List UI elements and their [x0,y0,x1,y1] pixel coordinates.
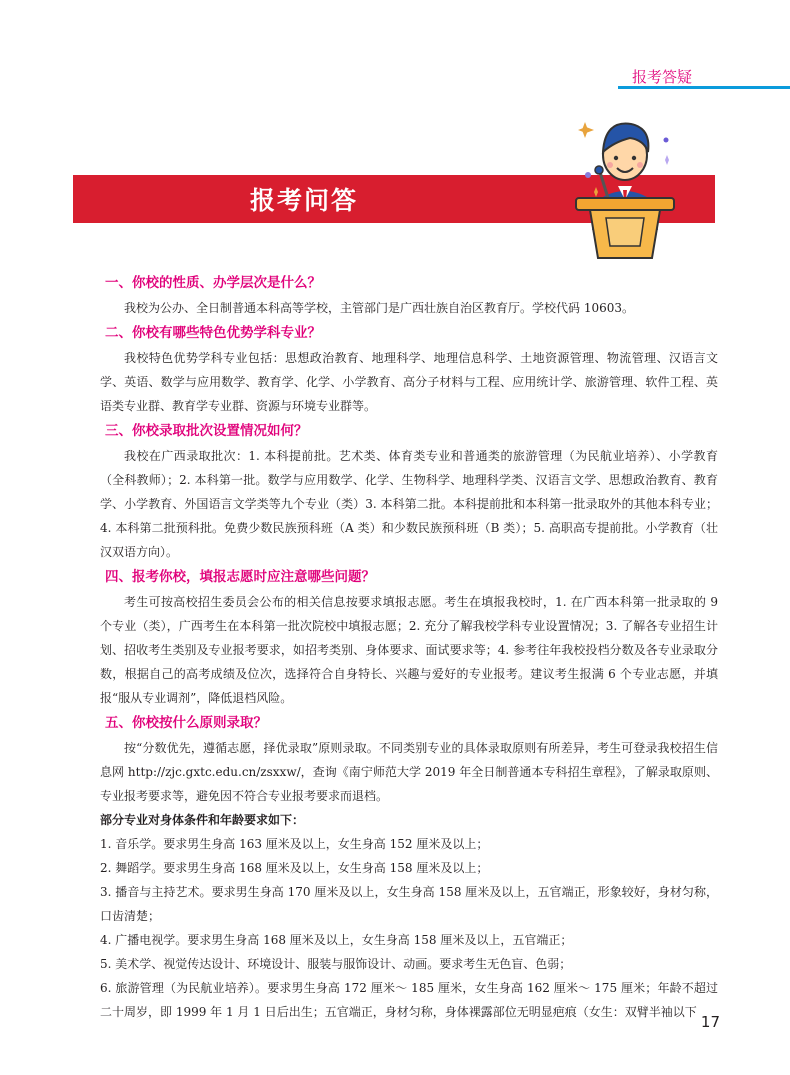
requirement-item: 2. 舞蹈学。要求男生身高 168 厘米及以上，女生身高 158 厘米及以上； [100,861,489,875]
teacher-at-podium-icon [570,100,680,260]
question-5: 五、你校按什么原则录取？ [105,715,267,731]
answer-1: 我校为公办、全日制普通本科高等学校，主管部门是广西壮族自治区教育厅。学校代码 10603。 [124,301,634,315]
question-2: 二、你校有哪些特色优势学科专业？ [105,325,321,341]
requirement-item: 1. 音乐学。要求男生身高 163 厘米及以上，女生身高 152 厘米及以上； [100,837,489,851]
question-3: 三、你校录取批次设置情况如何？ [105,423,308,439]
section-label: 报考答疑 [632,68,693,86]
qa-content [100,270,718,1024]
requirements-heading: 部分专业对身体条件和年龄要求如下： [100,813,305,827]
requirement-item: 3. 播音与主持艺术。要求男生身高 170 厘米及以上，女生身高 158 厘米及以上，五官端正，形象较好，身材匀称，口齿清楚； [100,885,718,923]
answer-5: 按“分数优先，遵循志愿，择优录取”原则录取。不同类别专业的具体录取原则有所差异，考生可登录我校招生信息网 http://zjc.gxtc.edu.cn/zsxxw/，查询《南宁师范大学 2019 年全日制普通本专科招生章程》，了解录取原则、专业报考要求等，避免因不符合专业报考要求而退档。 [100,741,718,803]
requirement-item: 5. 美术学、视觉传达设计、环境设计、服装与服饰设计、动画。要求考生无色盲、色弱； [100,957,572,971]
requirement-item: 4. 广播电视学。要求男生身高 168 厘米及以上，女生身高 158 厘米及以上，五官端正； [100,933,573,947]
requirement-item: 6. 旅游管理（为民航业培养）。要求男生身高 172 厘米～ 185 厘米，女生身高 162 厘米～ 175 厘米；年龄不超过二十周岁，即 1999 年 1 月 1 日后出生；五官端正，身材匀称，身体裸露部位无明显疤痕（女生：双臂半袖以下 [100,981,718,1019]
page-title: 报考问答 [249,186,358,215]
answer-2: 我校特色优势学科专业包括：思想政治教育、地理科学、地理信息科学、土地资源管理、物流管理、汉语言文学、英语、数学与应用数学、教育学、化学、小学教育、高分子材料与工程、应用统计学、旅游管理、软件工程、英语类专业群、教育学专业群、资源与环境专业群等。 [100,351,718,413]
answer-4: 考生可按高校招生委员会公布的相关信息按要求填报志愿。考生在填报我校时，1. 在广西本科第一批录取的 9 个专业（类），广西考生在本科第一批次院校中填报志愿；2. 充分了解我校学科专业设置情况；3. 了解各专业招生计划、招收考生类别及专业报考要求，如招考类别、身体要求、面试要求等；4. 参考往年我校投档分数及各专业录取分数，根据自己的高考成绩及位次，选择符合自身特长、兴趣与爱好的专业报考。建议考生报满 6 个专业志愿，并填报“服从专业调剂”，降低退档风险。 [100,595,718,705]
question-4: 四、报考你校，填报志愿时应注意哪些问题？ [105,569,375,585]
header-rule [618,86,790,89]
page-number: 17 [700,1013,720,1031]
question-1: 一、你校的性质、办学层次是什么？ [105,275,321,291]
answer-3: 我校在广西录取批次：1. 本科提前批。艺术类、体育类专业和普通类的旅游管理（为民航业培养）、小学教育（全科教师）；2. 本科第一批。数学与应用数学、化学、生物科学、地理科学类、汉语言文学、思想政治教育、教育学、小学教育、外国语言文学类等九个专业（类）3. 本科第二批。本科提前批和本科第一批录取外的其他本科专业；4. 本科第二批预科批。免费少数民族预科班（A 类）和少数民族预科班（B 类）；5. 高职高专提前批。小学教育（壮汉双语方向）。 [100,449,718,559]
